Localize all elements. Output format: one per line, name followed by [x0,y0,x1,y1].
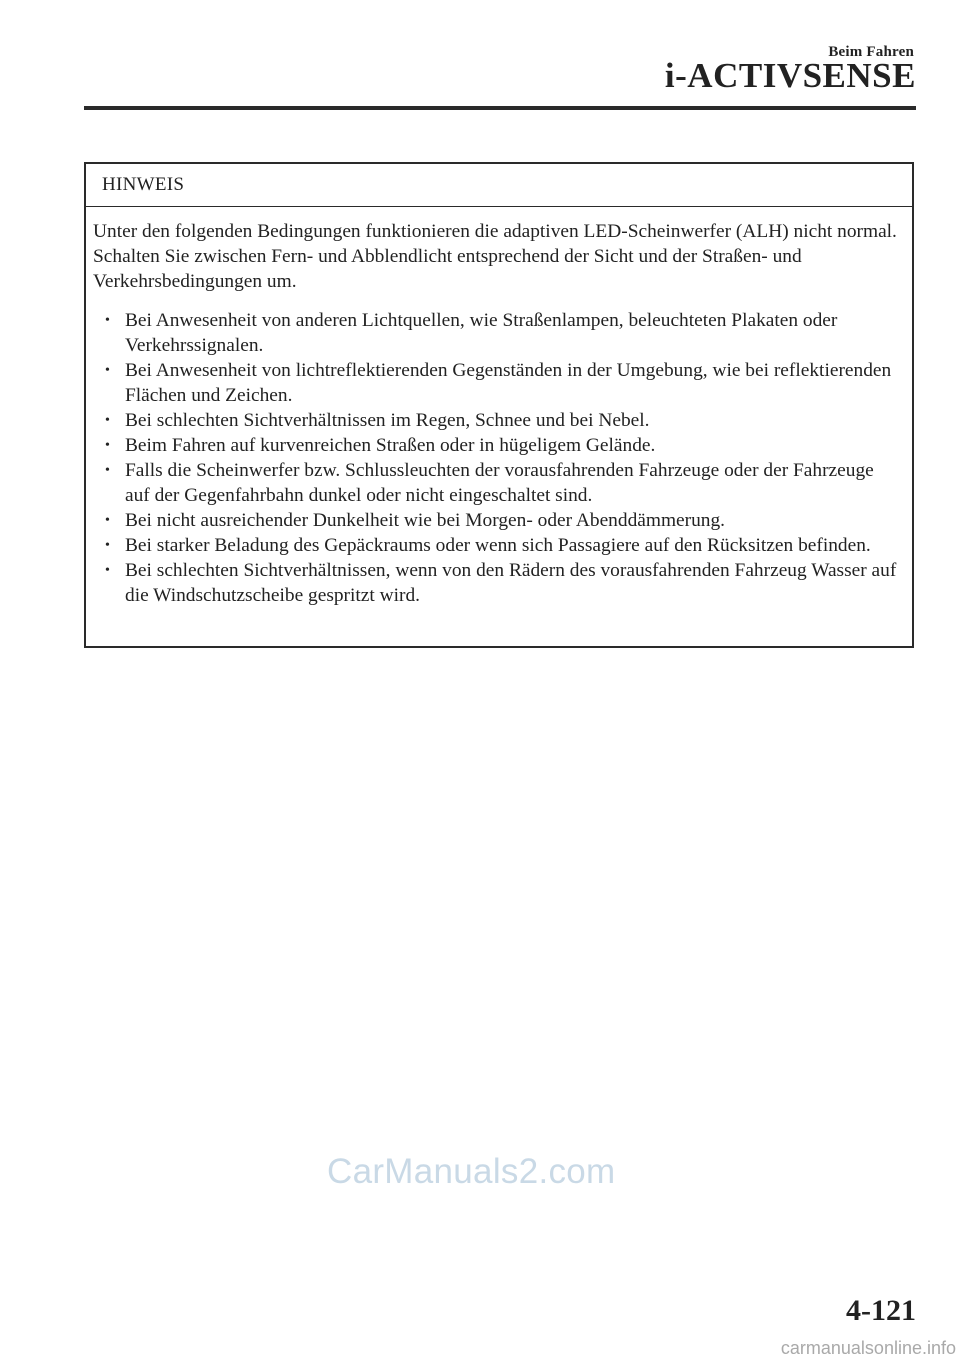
list-item [93,458,902,508]
list-item [93,508,902,533]
list-item-text: Bei schlechten Sichtverhältnissen, wenn von den Rädern des vorausfahrenden Fahrzeug Wasser auf die Windschutzscheibe gespritzt wird. [125,560,897,606]
watermark-logo: CarManuals2.com [327,1152,616,1191]
list-item-text: Beim Fahren auf kurvenreichen Straßen oder in hügeligem Gelände. [125,435,656,456]
condition-list [93,308,902,608]
list-item-text: Bei nicht ausreichender Dunkelheit wie bei Morgen- oder Abenddämmerung. [125,510,726,531]
list-item [93,408,902,433]
list-item [93,308,902,358]
list-item-text: Bei Anwesenheit von lichtreflektierenden Gegenständen in der Umgebung, wie bei reflektierenden Flächen und Zeichen. [125,360,892,406]
page-number: 4-121 [846,1294,916,1327]
list-item-text: Falls die Scheinwerfer bzw. Schlussleuchten der vorausfahrenden Fahrzeuge oder der Fahrzeuge auf der Gegenfahrbahn dunkel oder nicht eingeschaltet sind. [125,460,874,506]
bullet-icon: • [105,313,110,328]
bullet-icon: • [105,563,110,578]
bullet-icon: • [105,538,110,553]
bullet-icon: • [105,513,110,528]
list-item-text: Bei Anwesenheit von anderen Lichtquellen, wie Straßenlampen, beleuchteten Plakaten oder Verkehrssignalen. [125,310,838,356]
note-heading: HINWEIS [86,164,912,207]
section-name: Beim Fahren [828,44,914,60]
bullet-icon: • [105,413,110,428]
list-item-text: Bei schlechten Sichtverhältnissen im Regen, Schnee und bei Nebel. [125,410,650,431]
bullet-icon: • [105,438,110,453]
header-divider [84,106,916,110]
list-item-text: Bei starker Beladung des Gepäckraums oder wenn sich Passagiere auf den Rücksitzen befinden. [125,535,871,556]
list-item [93,558,902,608]
bullet-icon: • [105,463,110,478]
list-item [93,358,902,408]
list-item [93,533,902,558]
chapter-title: i-ACTIVSENSE [664,56,916,95]
bullet-icon: • [105,363,110,378]
note-intro-text: Unter den folgenden Bedingungen funktionieren die adaptiven LED-Scheinwerfer (ALH) nicht normal. Schalten Sie zwischen Fern- und Abblendlicht entsprechend der Sicht und der Straßen- und Verkehrsbedingungen um. [93,221,897,292]
note-box [84,162,914,648]
list-item [93,433,902,458]
note-body [86,207,912,608]
footer-source-text: carmanualsonline.info [780,1338,956,1358]
